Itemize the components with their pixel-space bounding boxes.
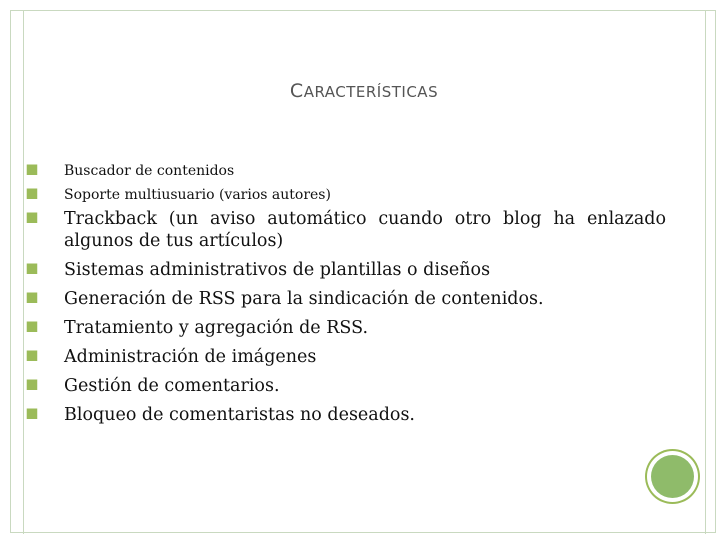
- list-item: [26, 208, 666, 252]
- list-item: [26, 288, 666, 310]
- bullet-text: Bloqueo de comentaristas no deseados.: [64, 405, 415, 425]
- bullet-icon: ⯀: [26, 406, 39, 424]
- bullet-text: Soporte multiusuario (varios autores): [64, 187, 331, 203]
- bullet-icon: ⯀: [26, 261, 39, 279]
- list-item: [26, 184, 666, 206]
- bullet-text: Tratamiento y agregación de RSS.: [64, 318, 369, 338]
- bullet-icon: ⯀: [26, 348, 39, 366]
- slide-title: [0, 80, 728, 102]
- bullet-text: Trackback (un aviso automático cuando otro blog ha enlazado algunos de tus artículos): [64, 209, 666, 251]
- bullet-text: Gestión de comentarios.: [64, 376, 280, 396]
- bullet-text: Administración de imágenes: [64, 347, 317, 367]
- bullet-icon: ⯀: [26, 186, 39, 204]
- bullet-icon: ⯀: [26, 162, 39, 180]
- title-rest: ARACTERÍSTICAS: [303, 83, 439, 101]
- bullet-text: Buscador de contenidos: [64, 163, 235, 179]
- list-item: [26, 375, 666, 397]
- bullet-text: Generación de RSS para la sindicación de contenidos.: [64, 289, 544, 309]
- bullet-icon: ⯀: [26, 290, 39, 308]
- list-item: [26, 160, 666, 182]
- list-item: [26, 404, 666, 426]
- bullet-list: [26, 160, 666, 433]
- bullet-text: Sistemas administrativos de plantillas o diseños: [64, 260, 491, 280]
- list-item: [26, 317, 666, 339]
- bullet-icon: ⯀: [26, 210, 39, 228]
- decorative-circle: [651, 455, 694, 498]
- bullet-icon: ⯀: [26, 377, 39, 395]
- list-item: [26, 346, 666, 368]
- list-item: [26, 259, 666, 281]
- bullet-icon: ⯀: [26, 319, 39, 337]
- title-first-letter: C: [289, 80, 304, 102]
